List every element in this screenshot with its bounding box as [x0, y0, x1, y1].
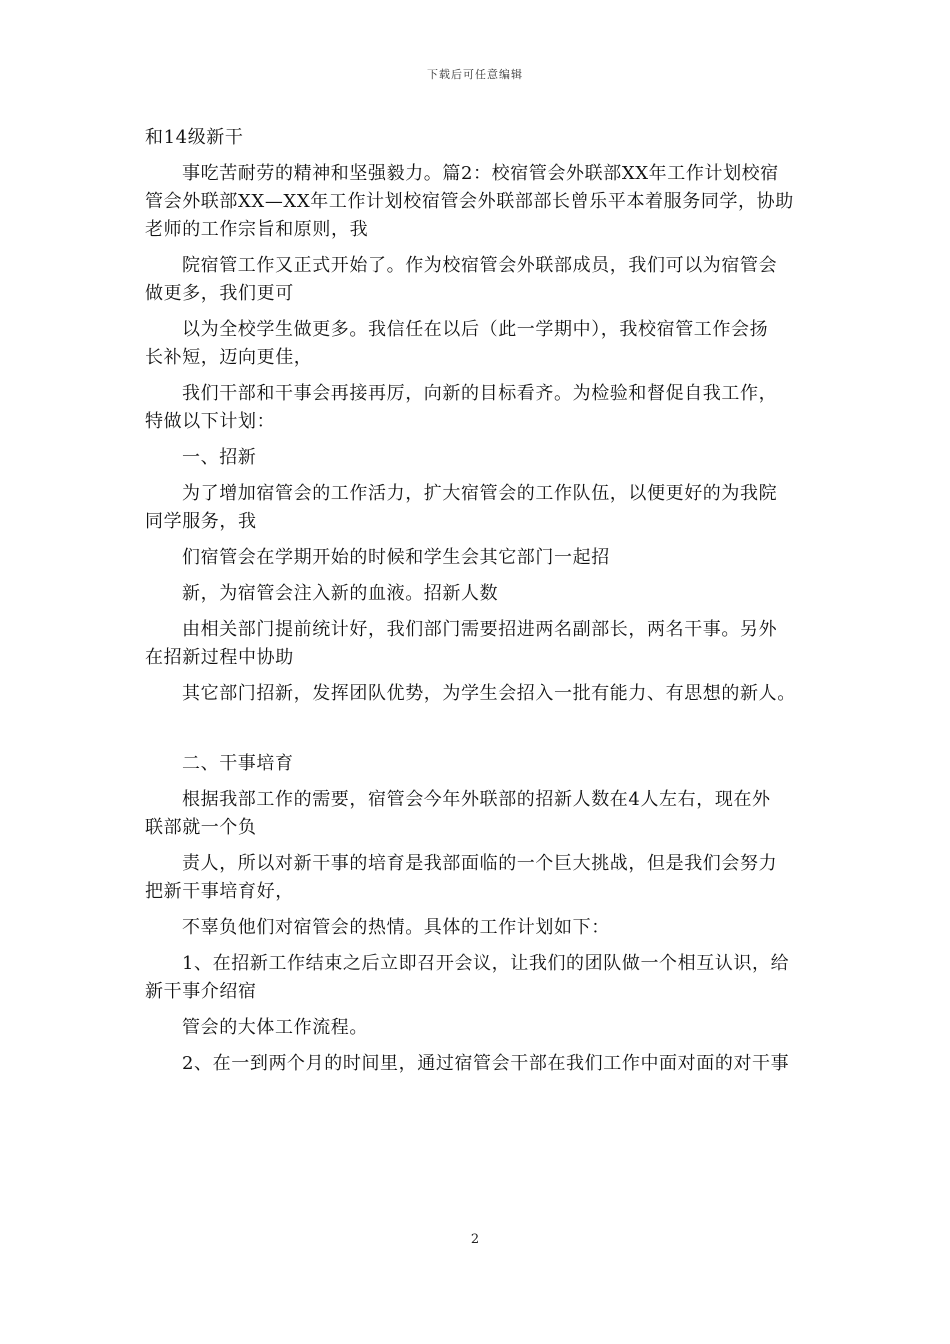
paragraph [145, 914, 815, 942]
paragraph [145, 680, 815, 708]
text-line: 们宿管会在学期开始的时候和学生会其它部门一起招 [182, 547, 610, 568]
text-line: 不辜负他们对宿管会的热情。具体的工作计划如下： [182, 917, 610, 938]
blank-line [145, 716, 815, 750]
text-line: 其它部门招新，发挥团队优势，为学生会招入一批有能力、有思想的新人。 [182, 683, 796, 704]
paragraph [145, 1014, 815, 1042]
text-line: 新干事介绍宿 [145, 981, 257, 1002]
text-line: 做更多，我们更可 [145, 283, 294, 304]
text-line: 2、在一到两个月的时间里，通过宿管会干部在我们工作中面对面的对干事 [182, 1053, 790, 1074]
paragraph [145, 252, 815, 308]
text-line: 为了增加宿管会的工作活力，扩大宿管会的工作队伍，以便更好的为我院 [182, 483, 778, 504]
text-line: 由相关部门提前统计好，我们部门需要招进两名副部长，两名干事。另外 [182, 619, 778, 640]
text-line: 在招新过程中协助 [145, 647, 294, 668]
paragraph [145, 380, 815, 436]
paragraph [145, 850, 815, 906]
text-line: 联部就一个负 [145, 817, 257, 838]
document-body [145, 124, 815, 1078]
paragraph [145, 950, 815, 1006]
page-header: 下载后可任意编辑 [427, 68, 523, 81]
text-line: 1、在招新工作结束之后立即召开会议，让我们的团队做一个相互认识，给 [182, 953, 790, 974]
text-line: 新，为宿管会注入新的血液。招新人数 [182, 583, 499, 604]
text-line: 以为全校学生做更多。我信任在以后（此一学期中），我校宿管工作会扬 [182, 319, 769, 340]
paragraph [145, 160, 815, 244]
text-line: 一、招新 [182, 447, 257, 468]
paragraph [145, 316, 815, 372]
paragraph [145, 444, 815, 472]
paragraph [145, 616, 815, 672]
text-line: 责人，所以对新干事的培育是我部面临的一个巨大挑战，但是我们会努力 [182, 853, 778, 874]
text-line: 事吃苦耐劳的精神和坚强毅力。篇2：校宿管会外联部XX年工作计划校宿 [182, 163, 779, 184]
text-line: 特做以下计划： [145, 411, 276, 432]
text-line: 我们干部和干事会再接再厉，向新的目标看齐。为检验和督促自我工作， [182, 383, 778, 404]
paragraph [145, 1050, 815, 1078]
text-line: 管会外联部XX—XX年工作计划校宿管会外联部部长曾乐平本着服务同学，协助 [145, 191, 794, 212]
text-line: 管会的大体工作流程。 [182, 1017, 368, 1038]
text-line: 和14级新干 [145, 127, 244, 148]
text-line: 二、干事培育 [182, 753, 294, 774]
paragraph [145, 480, 815, 536]
text-line: 院宿管工作又正式开始了。作为校宿管会外联部成员，我们可以为宿管会 [182, 255, 778, 276]
paragraph [145, 750, 815, 778]
page-number: 2 [470, 1232, 480, 1247]
text-line: 长补短，迈向更佳， [145, 347, 313, 368]
text-line: 同学服务，我 [145, 511, 257, 532]
paragraph [145, 786, 815, 842]
text-line: 老师的工作宗旨和原则，我 [145, 219, 369, 240]
paragraph [145, 544, 815, 572]
paragraph [145, 580, 815, 608]
text-line: 把新干事培育好， [145, 881, 294, 902]
paragraph [145, 124, 815, 152]
text-line: 根据我部工作的需要，宿管会今年外联部的招新人数在4人左右，现在外 [182, 789, 771, 810]
